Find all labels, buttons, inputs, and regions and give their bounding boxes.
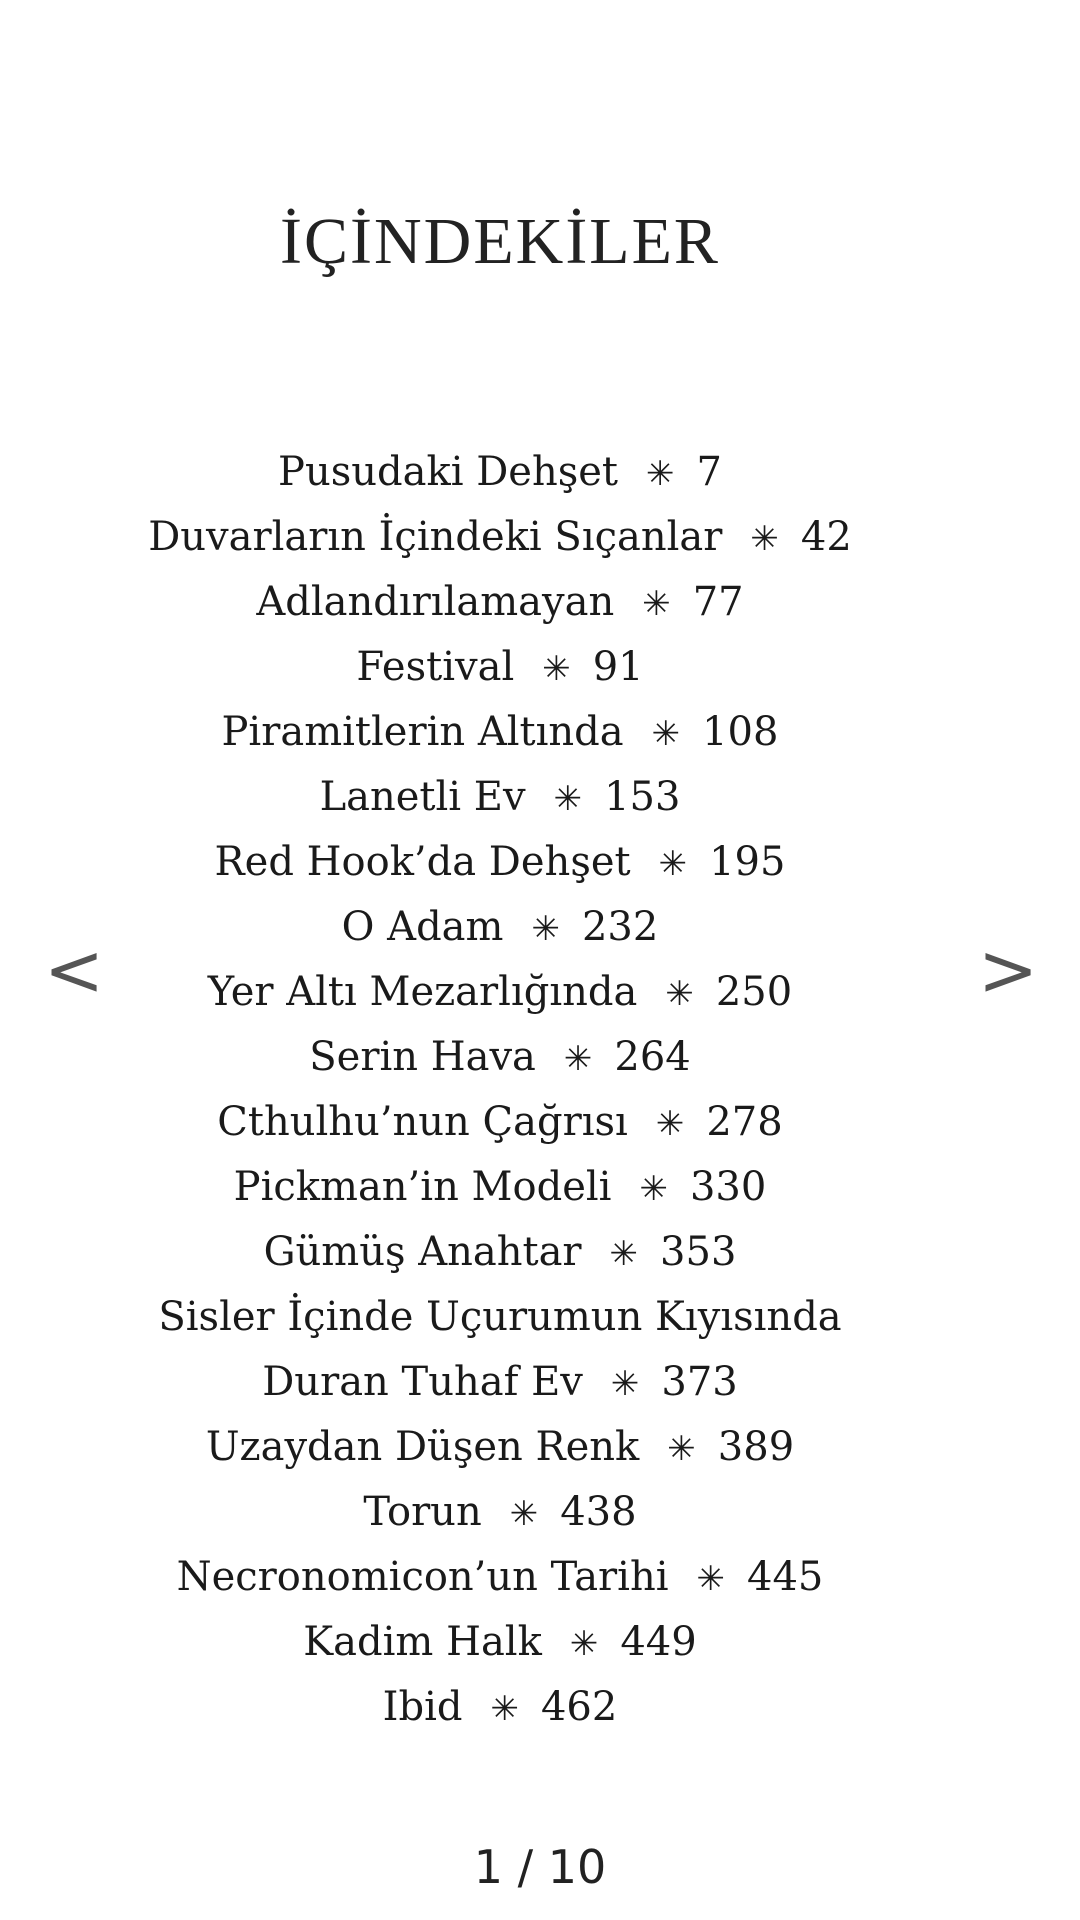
asterisk-icon [750,507,779,572]
toc-entry-title: Serin Hava [309,1034,536,1080]
toc-entry-title: Pickman’in Modeli [233,1164,612,1210]
toc-entry-page: 250 [715,969,793,1015]
asterisk-icon [639,1157,668,1222]
toc-entry [0,1220,1000,1285]
toc-entry-title: Cthulhu’nun Çağrısı [217,1099,628,1145]
toc-entry [0,960,1000,1025]
asterisk-icon [652,702,681,767]
toc-entry-title: Adlandırılamayan [256,579,615,625]
toc-entry [0,1610,1000,1675]
toc-entry-page: 77 [692,579,744,625]
toc-entry-title: Red Hook’da Dehşet [214,839,631,885]
toc-entry-title: Pusudaki Dehşet [278,449,618,495]
toc-entry-page: 91 [592,644,644,690]
asterisk-icon [542,637,571,702]
asterisk-icon [510,1482,539,1547]
toc-entry-title: Duran Tuhaf Ev [262,1359,583,1405]
toc-entry [0,765,1000,830]
toc-list [0,440,1000,1740]
toc-entry [0,440,1000,505]
toc-entry [0,830,1000,895]
toc-entry [0,635,1000,700]
toc-entry-title: Torun [363,1489,482,1535]
toc-entry [0,1350,1000,1415]
asterisk-icon [642,572,671,637]
toc-entry-page: 153 [604,774,681,820]
toc-entry-title: Uzaydan Düşen Renk [205,1424,640,1470]
toc-entry-title: Kadim Halk [303,1619,542,1665]
toc-entry [0,1480,1000,1545]
toc-entry-title: Festival [356,644,515,690]
page-title: İÇİNDEKİLER [280,205,720,279]
toc-entry-page: 449 [620,1619,697,1665]
toc-entry [0,570,1000,635]
asterisk-icon [531,897,560,962]
toc-entry-title: Duvarların İçindeki Sıçanlar [148,514,723,560]
toc-entry [0,1545,1000,1610]
toc-entry [0,1285,1000,1350]
next-page-button[interactable]: > [977,928,1039,1012]
asterisk-icon [646,442,675,507]
toc-entry [0,895,1000,960]
asterisk-icon [697,1547,726,1612]
toc-entry [0,505,1000,570]
toc-entry-title: Piramitlerin Altında [221,709,624,755]
asterisk-icon [564,1027,593,1092]
toc-entry-page: 330 [689,1164,767,1210]
toc-entry-title: Lanetli Ev [319,774,526,820]
toc-entry [0,1155,1000,1220]
asterisk-icon [665,962,694,1027]
toc-entry-page: 389 [717,1424,795,1470]
previous-page-button[interactable]: < [43,928,105,1012]
toc-entry [0,1415,1000,1480]
toc-entry-page: 42 [800,514,852,560]
toc-entry [0,1090,1000,1155]
asterisk-icon [554,767,583,832]
toc-entry-title: Gümüş Anahtar [263,1229,582,1275]
asterisk-icon [667,1417,696,1482]
toc-entry-page: 264 [614,1034,691,1080]
asterisk-icon [656,1092,685,1157]
asterisk-icon [659,832,688,897]
toc-entry-page: 232 [581,904,659,950]
toc-entry-title: Yer Altı Mezarlığında [207,969,638,1015]
toc-entry-title: Sisler İçinde Uçurumun Kıyısında [158,1294,842,1340]
toc-entry-page: 438 [560,1489,637,1535]
toc-entry-title: Necronomicon’un Tarihi [176,1554,669,1600]
page-indicator: 1 / 10 [473,1840,607,1894]
asterisk-icon [611,1352,640,1417]
toc-entry-page: 108 [702,709,779,755]
toc-entry-page: 353 [660,1229,737,1275]
toc-entry [0,1675,1000,1740]
asterisk-icon [570,1612,599,1677]
toc-entry-page: 278 [706,1099,783,1145]
toc-entry-page: 195 [709,839,786,885]
toc-entry-page: 445 [747,1554,824,1600]
asterisk-icon [610,1222,639,1287]
asterisk-icon [490,1677,519,1742]
toc-entry-page: 7 [696,449,722,495]
toc-entry-title: O Adam [341,904,504,950]
toc-entry-page: 462 [540,1684,618,1730]
toc-entry-title: Ibid [382,1684,463,1730]
toc-entry-page: 373 [661,1359,738,1405]
toc-entry [0,1025,1000,1090]
toc-entry [0,700,1000,765]
